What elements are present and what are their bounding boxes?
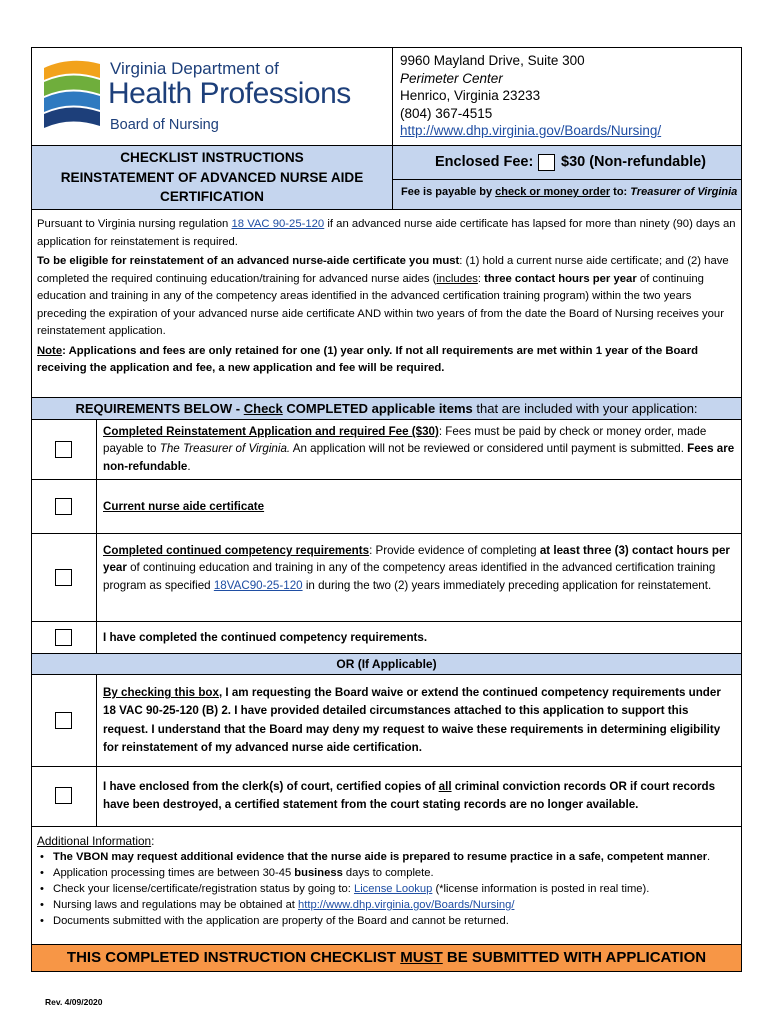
logo-line2: Health Professions — [108, 77, 351, 110]
info-text: . — [707, 851, 711, 863]
additional-label: Additional Information — [37, 834, 152, 848]
checkbox-cell-6 — [31, 766, 97, 827]
court-text: I have enclosed from the clerk(s) of court, certified copies of — [103, 780, 436, 793]
checkbox-cell-5 — [31, 674, 97, 767]
list-item — [53, 866, 737, 882]
list-item — [53, 882, 737, 898]
req-header-check: Check — [243, 401, 283, 416]
header-logo-box — [31, 47, 393, 146]
req-header-text: that are included with your application: — [476, 401, 698, 416]
additional-info-heading — [37, 833, 737, 850]
page-title-line1: CHECKLIST INSTRUCTIONS — [120, 150, 304, 165]
req-text: of continuing education and training in any of the competency areas identified in the advanced certification training program as specified — [103, 561, 716, 592]
req-title: Completed Reinstatement Application and required Fee ($30) — [103, 425, 439, 438]
requirement-continued-competency — [96, 533, 742, 622]
requirement-nurse-aide-certificate — [96, 479, 742, 534]
requirement-waiver-request — [96, 674, 742, 767]
website-link[interactable]: http://www.dhp.virginia.gov/Boards/Nursing/ — [400, 123, 662, 138]
or-if-applicable-bar — [31, 653, 742, 675]
checkbox-waiver-request[interactable] — [55, 712, 72, 729]
intro-box — [31, 209, 742, 398]
requirement-application-fee — [96, 419, 742, 480]
address-center: Perimeter Center — [400, 70, 503, 86]
info-text: days to complete. — [345, 866, 434, 879]
note-label: Note — [37, 344, 63, 357]
fee-checkbox[interactable] — [538, 154, 555, 171]
list-item — [53, 914, 737, 930]
fee-amount: $30 (Non-refundable) — [561, 154, 707, 170]
page-title-line3: CERTIFICATION — [160, 189, 264, 204]
intro-text: Pursuant to Virginia nursing regulation — [37, 218, 229, 230]
requirement-court-records — [96, 766, 742, 827]
intro-text: : (1) hold a current nurse aide certificate; and (2) have completed the required continuing education/training for advanced nurse aides ( — [37, 255, 729, 285]
req-text-bold: at least three (3) contact hours per year — [103, 544, 730, 575]
checkbox-continued-competency[interactable] — [55, 569, 72, 586]
req-text: in during the two (2) years immediately preceding application for reinstatement. — [305, 578, 712, 592]
req-title: Completed continued competency requirements — [103, 544, 370, 557]
fee-payable-method: check or money order — [495, 186, 611, 198]
page-title-line2: REINSTATEMENT OF ADVANCED NURSE AIDE — [60, 169, 364, 185]
waiver-title: By checking this box — [103, 686, 219, 699]
requirements-header — [31, 397, 742, 420]
info-text: Documents submitted with the application are property of the Board and cannot be returned. — [53, 914, 509, 927]
title-box — [31, 145, 393, 210]
nursing-laws-link[interactable]: http://www.dhp.virginia.gov/Boards/Nursing/ — [298, 898, 515, 911]
regulation-link-2[interactable]: 18VAC90-25-120 — [213, 578, 303, 592]
intro-text: : — [477, 272, 482, 285]
eligibility-bold: To be eligible for reinstatement of an advanced nurse-aide certificate you must — [37, 255, 460, 267]
includes-text: includes — [436, 272, 478, 285]
dhp-logo-icon — [40, 56, 104, 134]
checkbox-application-fee[interactable] — [55, 441, 72, 458]
logo-line3: Board of Nursing — [110, 117, 219, 133]
info-text-bold: The VBON may request additional evidence that the nurse aide is prepared to resume practice in a safe, competent manner — [53, 851, 708, 863]
req-payee: The Treasurer of Virginia. — [159, 442, 291, 456]
fee-box — [392, 145, 742, 180]
checkbox-cell-4 — [31, 621, 97, 654]
fee-payable-box — [392, 179, 742, 210]
req-text: : Fees must be paid by check or money order, made payable to — [103, 425, 707, 456]
info-text: Application processing times are between 30-45 — [53, 866, 292, 879]
info-text: Nursing laws and regulations may be obtained at — [53, 898, 295, 911]
req-text: An application will not be reviewed or considered until payment is submitted. — [292, 442, 684, 456]
intro-note — [37, 343, 737, 378]
info-text: Check your license/certificate/registration status by going to: — [53, 882, 351, 895]
checkbox-cell-1 — [31, 419, 97, 480]
checkbox-competency-completed[interactable] — [55, 629, 72, 646]
checkbox-nurse-aide-certificate[interactable] — [55, 498, 72, 515]
address-street: 9960 Mayland Drive, Suite 300 — [400, 53, 585, 68]
list-item — [53, 850, 737, 866]
fee-payable-prefix: Fee is payable by — [401, 186, 493, 198]
additional-info-box — [31, 826, 742, 945]
logo-line1: Virginia Department of — [110, 59, 279, 78]
license-lookup-link[interactable]: License Lookup — [353, 882, 433, 895]
req-header-text: REQUIREMENTS BELOW - — [75, 401, 241, 416]
checkbox-cell-2 — [31, 479, 97, 534]
additional-info-list — [37, 850, 737, 930]
req-text: : Provide evidence of completing — [369, 544, 537, 557]
contact-hours-bold: three contact hours per year — [484, 272, 637, 285]
address-city: Henrico, Virginia 23233 — [400, 88, 541, 103]
submit-with-application-banner — [31, 944, 742, 972]
header-address-box — [392, 47, 742, 146]
req-header-text: COMPLETED applicable items — [286, 401, 473, 416]
list-item — [53, 898, 737, 914]
req-title: I have completed the continued competency requirements. — [103, 631, 428, 644]
banner-text: BE SUBMITTED WITH APPLICATION — [446, 949, 707, 966]
info-text: (*license information is posted in real time). — [435, 882, 650, 895]
or-label: OR (If Applicable) — [336, 657, 437, 671]
court-all: all — [438, 780, 452, 793]
revision-date: Rev. 4/09/2020 — [45, 997, 103, 1007]
intro-paragraph-2 — [37, 253, 737, 341]
intro-text: of continuing education and training in any of the competency areas identified in the advanced certification training program) within the two years preceding the expiration of your advanced nurse aide certificate AND within two years of from the date the Board of Nursing receives your reinstatement application. — [37, 272, 724, 337]
info-text-bold: business — [294, 866, 343, 879]
fee-payee: Treasurer of Virginia — [630, 186, 738, 198]
note-text: : Applications and fees are only retained for one (1) year only. If not all requirements are met within 1 year of the Board receiving the application and fee, a new application and fee will be required. — [37, 344, 699, 374]
additional-colon: : — [151, 834, 155, 848]
fee-payable-to: to: — [613, 186, 628, 198]
court-text: criminal conviction records OR if court records have been destroyed, a certified statement from the court stating records are no longer available. — [103, 780, 716, 812]
waiver-text: , I am requesting the Board waive or extend the continued competency requirements under 18 VAC 90-25-120 (B) 2. I have provided detailed circumstances attached to this application to support this request. I understand that the Board may deny my request to waive these requirements in determining eligibility for reinstatement of my advanced nurse aide certification. — [103, 686, 721, 755]
fee-label: Enclosed Fee: — [435, 154, 534, 170]
banner-must: MUST — [400, 949, 443, 966]
requirement-competency-completed — [96, 621, 742, 654]
intro-text: if an advanced nurse aide certificate has lapsed for more than ninety (90) days an application for reinstatement is required. — [37, 218, 736, 248]
req-title: Current nurse aide certificate — [103, 500, 265, 513]
req-text: . — [187, 459, 191, 473]
req-text-bold: Fees are non-refundable — [103, 442, 735, 473]
checkbox-cell-3 — [31, 533, 97, 622]
regulation-link[interactable]: 18 VAC 90-25-120 — [231, 218, 325, 230]
checkbox-court-records[interactable] — [55, 787, 72, 804]
address-phone: (804) 367-4515 — [400, 105, 493, 121]
banner-text: THIS COMPLETED INSTRUCTION CHECKLIST — [66, 949, 397, 966]
intro-paragraph-1 — [37, 216, 737, 251]
